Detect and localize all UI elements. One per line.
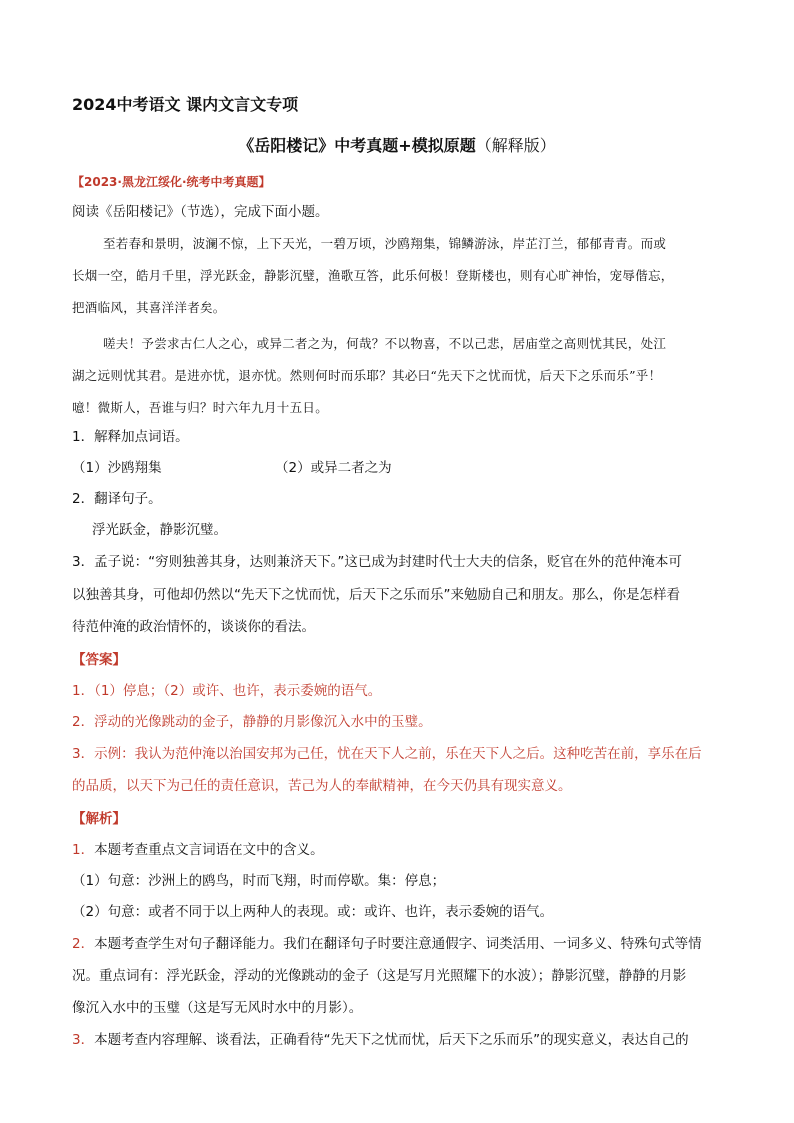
main-title [0, 133, 794, 156]
passage-p2-line1: 嗟夫！予尝求古仁人之心，或异二者之为，何哉？不以物喜，不以己悲，居庙堂之高则忧其民，处江 [103, 336, 667, 351]
doc-title: 2024中考语文 课内文言文专项 [72, 95, 299, 114]
source-tag: 【2023·黑龙江绥化·统考中考真题】 [72, 175, 271, 189]
answer-2: 2．浮动的光像跳动的金子，静静的月影像沉入水中的玉璧。 [72, 714, 432, 730]
answer-1: 1．（1）停息；（2）或许、也许，表示委婉的语气。 [72, 683, 382, 699]
question-1b: （2）或异二者之为 [275, 460, 392, 476]
analysis-line3: （2）句意：或者不同于以上两种人的表现。或：或许、也许，表示委婉的语气。 [72, 904, 554, 920]
passage-p1-line2: 长烟一空，皓月千里，浮光跃金，静影沉璧，渔歌互答，此乐何极！登斯楼也，则有心旷神怡，宠辱偕忘， [72, 268, 674, 283]
question-1: 1．解释加点词语。 [72, 429, 189, 445]
analysis-line4 [72, 929, 702, 960]
question-1a: （1）沙鸥翔集 [72, 460, 162, 476]
passage-p2-line2: 湖之远则忧其君。是进亦忧，退亦忧。然则何时而乐耶？其必曰“先天下之忧而忧，后天下之乐而乐”乎！ [72, 368, 662, 383]
analysis-line7 [72, 1025, 689, 1056]
analysis-line1 [72, 835, 324, 866]
analysis-label: 【解析】 [72, 811, 126, 827]
analysis-line2: （1）句意：沙洲上的鸥鸟，时而飞翔，时而停歇。集：停息； [72, 873, 446, 889]
question-2: 2．翻译句子。 [72, 491, 162, 507]
analysis-num-2: 2． [72, 936, 95, 952]
answer-3-line2: 的品质，以天下为己任的责任意识，苦己为人的奉献精神，在今天仍具有现实意义。 [72, 778, 572, 794]
analysis-text-4: 本题考查学生对句子翻译能力。我们在翻译句子时要注意通假字、词类活用、一词多义、特殊句式等情 [94, 936, 702, 952]
analysis-text-7: 本题考查内容理解、谈看法，正确看待“先天下之忧而忧，后天下之乐而乐”的现实意义，表达自己的 [94, 1032, 689, 1048]
main-title-text: 《岳阳楼记》中考真题+模拟原题 [238, 136, 476, 155]
instruction: 阅读《岳阳楼记》（节选），完成下面小题。 [72, 204, 329, 220]
answer-3-line1: 3．示例：我认为范仲淹以治国安邦为己任，忧在天下人之前，乐在天下人之后。这种吃苦在前，享乐在后 [72, 746, 702, 762]
question-3-line1: 3．孟子说：“穷则独善其身，达则兼济天下。”这已成为封建时代士大夫的信条，贬官在外的范仲淹本可 [72, 554, 682, 570]
analysis-line5: 况。重点词有：浮光跃金，浮动的光像跳动的金子（这是写月光照耀下的水波）；静影沉璧，静静的月影 [72, 968, 687, 984]
passage-p1-line3: 把酒临风，其喜洋洋者矣。 [72, 300, 226, 315]
question-2-sentence: 浮光跃金，静影沉璧。 [92, 522, 227, 538]
analysis-num-1: 1． [72, 842, 95, 858]
analysis-line6: 像沉入水中的玉璧（这是写无风时水中的月影）。 [72, 1000, 363, 1016]
question-3-line3: 待范仲淹的政治情怀的，谈谈你的看法。 [72, 619, 315, 635]
analysis-text-1: 本题考查重点文言词语在文中的含义。 [94, 842, 324, 858]
passage-p1-line1: 至若春和景明，波澜不惊，上下天光，一碧万顷，沙鸥翔集，锦鳞游泳，岸芷汀兰，郁郁青青。而或 [103, 236, 667, 251]
answer-label: 【答案】 [72, 652, 126, 668]
passage-p2-line3: 噫！微斯人，吾谁与归？时六年九月十五日。 [72, 400, 329, 415]
analysis-num-3: 3． [72, 1032, 95, 1048]
main-title-note: （解释版） [475, 136, 556, 155]
question-3-line2: 以独善其身，可他却仍然以“先天下之忧而忧，后天下之乐而乐”来勉励自己和朋友。那么，你是怎样看 [72, 587, 680, 603]
